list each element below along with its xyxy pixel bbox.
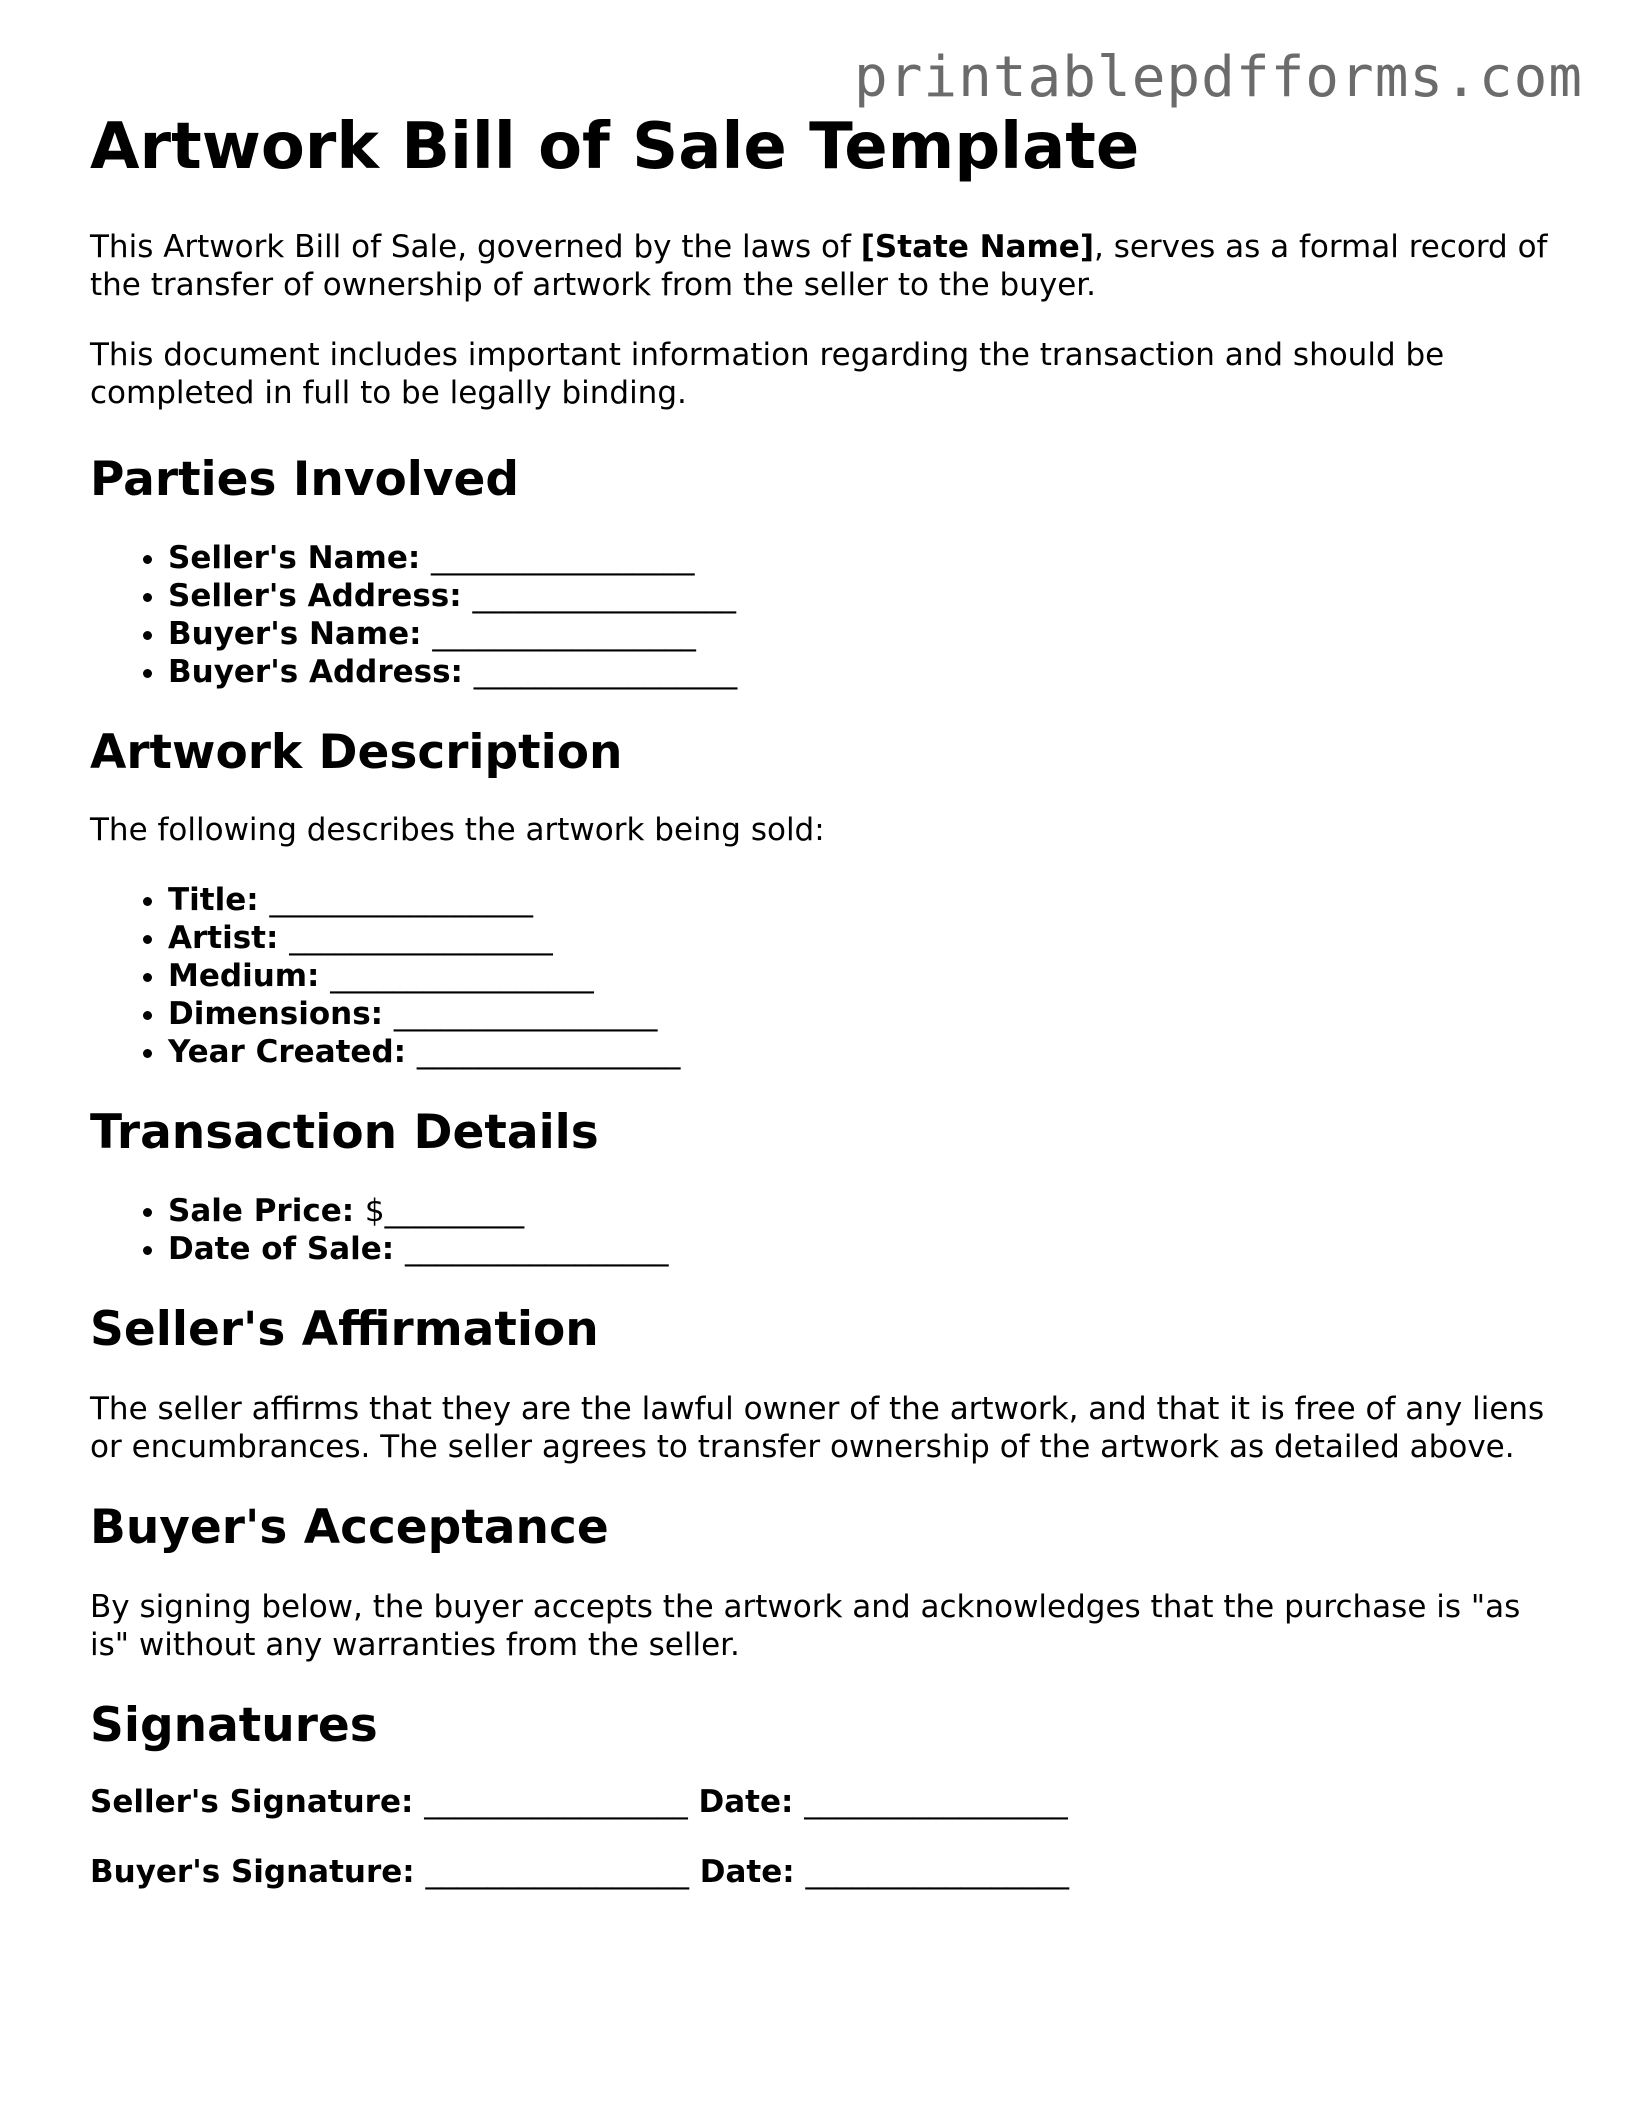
field-label: Buyer's Address: bbox=[168, 653, 463, 690]
field-label: Artist: bbox=[168, 920, 279, 957]
list-item bbox=[168, 1192, 1550, 1230]
seller-affirmation-text: The seller affirms that they are the lawful owner of the artwork, and that it is free of any liens or encumbrances. The seller agrees to transfer ownership of the artwork as detailed above. bbox=[90, 1390, 1545, 1465]
fill-blank[interactable]: _________________ bbox=[432, 615, 696, 652]
list-item bbox=[168, 539, 1550, 577]
fill-blank[interactable]: _________________ bbox=[289, 920, 553, 957]
buyer-signature-line bbox=[90, 1853, 1550, 1891]
buyer-acceptance-heading: Buyer's Acceptance bbox=[90, 1499, 609, 1555]
fill-blank[interactable]: _________________ bbox=[269, 882, 533, 919]
fill-blank[interactable]: _________________ bbox=[473, 653, 738, 690]
buyer-date-blank[interactable]: _________________ bbox=[805, 1853, 1069, 1890]
fill-blank[interactable]: _________________ bbox=[393, 996, 658, 1033]
list-item bbox=[168, 881, 1550, 919]
seller-date-blank[interactable]: _________________ bbox=[804, 1783, 1068, 1820]
field-label: Medium: bbox=[168, 958, 320, 995]
buyer-signature-label: Buyer's Signature: bbox=[90, 1853, 415, 1890]
seller-signature-blank[interactable]: _________________ bbox=[424, 1783, 688, 1820]
date-label: Date: bbox=[698, 1783, 794, 1820]
fill-blank[interactable]: _________________ bbox=[431, 539, 695, 576]
field-label: Title: bbox=[168, 882, 259, 919]
seller-affirmation-heading: Seller's Affirmation bbox=[90, 1301, 599, 1357]
document-page bbox=[90, 112, 1550, 1891]
date-label: Date: bbox=[699, 1853, 795, 1890]
list-item bbox=[168, 1230, 1550, 1268]
list-item bbox=[168, 995, 1550, 1033]
list-item bbox=[168, 919, 1550, 957]
signatures-heading: Signatures bbox=[90, 1698, 378, 1754]
list-item bbox=[168, 577, 1550, 615]
seller-signature-label: Seller's Signature: bbox=[90, 1783, 414, 1820]
intro-text-end: , serves as a formal record of the transfer of ownership of artwork from the seller to the buyer. bbox=[90, 229, 1548, 304]
list-item bbox=[168, 653, 1550, 691]
field-label: Date of Sale: bbox=[168, 1230, 395, 1267]
list-item bbox=[168, 957, 1550, 995]
artwork-list bbox=[90, 881, 1550, 1071]
transaction-list bbox=[90, 1192, 1550, 1268]
watermark: printablepdfforms.com bbox=[853, 45, 1583, 110]
field-label: Dimensions: bbox=[168, 996, 384, 1033]
field-label: Year Created: bbox=[168, 1034, 407, 1071]
intro-paragraph bbox=[90, 228, 1550, 304]
artwork-intro: The following describes the artwork being sold: bbox=[90, 812, 825, 849]
field-label: Buyer's Name: bbox=[168, 615, 422, 652]
parties-heading: Parties Involved bbox=[90, 452, 520, 508]
field-label: Seller's Name: bbox=[168, 539, 421, 576]
fill-blank[interactable]: _________________ bbox=[404, 1230, 669, 1267]
parties-list bbox=[90, 539, 1550, 691]
seller-signature-line bbox=[90, 1783, 1550, 1821]
buyer-acceptance-text: By signing below, the buyer accepts the artwork and acknowledges that the purchase is "as is" without any warranties from the seller. bbox=[90, 1589, 1521, 1664]
fill-blank[interactable]: _________ bbox=[384, 1192, 525, 1229]
list-item bbox=[168, 615, 1550, 653]
buyer-signature-blank[interactable]: _________________ bbox=[425, 1853, 689, 1890]
fill-blank[interactable]: _________________ bbox=[472, 577, 736, 614]
document-title: Artwork Bill of Sale Template bbox=[90, 110, 1140, 184]
currency-prefix: $ bbox=[364, 1192, 385, 1229]
artwork-heading: Artwork Description bbox=[90, 724, 623, 780]
field-label: Sale Price: bbox=[168, 1192, 355, 1229]
list-item bbox=[168, 1033, 1550, 1071]
transaction-heading: Transaction Details bbox=[90, 1105, 599, 1161]
fill-blank[interactable]: _________________ bbox=[330, 958, 594, 995]
fill-blank[interactable]: _________________ bbox=[416, 1034, 681, 1071]
state-name-placeholder: [State Name] bbox=[860, 229, 1094, 266]
completion-note: This document includes important information regarding the transaction and should be completed in full to be legally binding. bbox=[90, 337, 1445, 412]
intro-text-start: This Artwork Bill of Sale, governed by the laws of bbox=[90, 229, 861, 266]
field-label: Seller's Address: bbox=[168, 577, 462, 614]
